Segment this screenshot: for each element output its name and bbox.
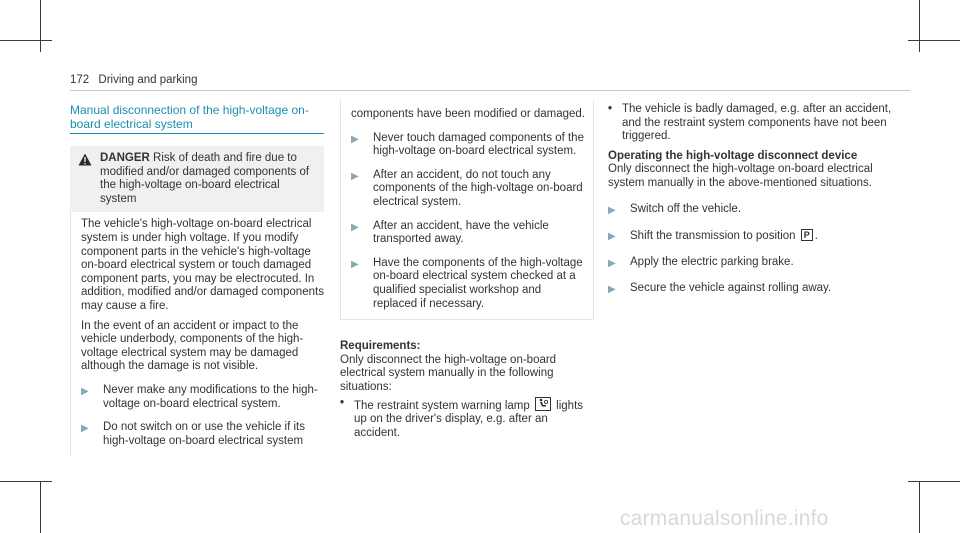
- column-3: [608, 100, 908, 297]
- crop-mark: [908, 481, 960, 482]
- crop-mark: [40, 0, 41, 52]
- subsection-title: Operating the high-voltage disconnect device: [608, 149, 858, 162]
- step-arrow-icon: ▶: [608, 257, 616, 269]
- step-arrow-icon: ▶: [351, 258, 359, 270]
- step-arrow-icon: ▶: [351, 133, 359, 145]
- requirements-title: Requirements:: [340, 340, 421, 353]
- danger-detail-continued: [340, 100, 594, 320]
- step-item: ▶ Switch off the vehicle.: [608, 202, 742, 216]
- page-number: 172: [70, 74, 90, 86]
- step-arrow-icon: ▶: [81, 423, 89, 435]
- danger-label: DANGER: [100, 152, 150, 164]
- column-2: [340, 100, 594, 440]
- crop-mark: [919, 0, 920, 52]
- paragraph: In the event of an accident or impact to the vehicle underbody, components of the high-voltage electrical system may be damaged although the damage is not visible.: [81, 319, 304, 373]
- requirements-intro: Only disconnect the high-voltage on-board electrical system manually in the following situations:: [340, 353, 557, 393]
- step-item: ▶ Never touch damaged components of the high-voltage on-board electrical system.: [351, 131, 584, 158]
- section-name: Driving and parking: [98, 74, 198, 86]
- step-item: ▶ After an accident, do not touch any components of the high-voltage on-board electrical system.: [351, 168, 583, 208]
- step-arrow-icon: ▶: [608, 231, 616, 243]
- crop-mark: [919, 481, 920, 533]
- step-arrow-icon: ▶: [608, 204, 616, 216]
- airbag-warning-lamp-icon: [535, 397, 551, 411]
- crop-mark: [0, 40, 52, 41]
- danger-text: Risk of death and fire due to modified and/or damaged components of the high-voltage on-board electrical system: [100, 152, 310, 205]
- step-item: ▶ After an accident, have the vehicle transported away.: [351, 219, 549, 246]
- step-arrow-icon: ▶: [351, 221, 359, 233]
- danger-detail-box: [70, 212, 324, 456]
- step-item: ▶ Have the components of the high-voltage on-board electrical system checked at a qualified specialist workshop and replaced if necessary.: [351, 256, 583, 310]
- section-title-rule: [70, 133, 324, 134]
- danger-notice: [70, 146, 324, 212]
- step-item: ▶ Never make any modifications to the high-voltage on-board electrical system.: [81, 383, 318, 410]
- page-header: [70, 74, 197, 86]
- step-item: ▶ Shift the transmission to position P .: [608, 230, 818, 243]
- bullet-item: • The restraint system warning lamp lights up on the driver's display, e.g. after an accident.: [340, 396, 584, 439]
- crop-mark: [0, 481, 52, 482]
- paragraph: The vehicle's high-voltage on-board electrical system is under high voltage. If you modify component parts in the vehicle's high-voltage on-board electrical system or touch damaged component parts, you may be electrocuted. In addition, modified and/or damaged components may cause a fire.: [81, 218, 324, 312]
- step-item: ▶ Secure the vehicle against rolling away.: [608, 282, 832, 296]
- step-item: ▶ Apply the electric parking brake.: [608, 255, 794, 269]
- step-arrow-icon: ▶: [608, 284, 616, 296]
- section-title: Manual disconnection of the high-voltage on- board electrical system: [70, 103, 309, 131]
- step-item: ▶ Do not switch on or use the vehicle if its high-voltage on-board electrical system: [81, 421, 305, 447]
- step-arrow-icon: ▶: [81, 385, 89, 397]
- bullet-item: • The vehicle is badly damaged, e.g. after an accident, and the restraint system components have not been triggered.: [608, 103, 892, 143]
- park-position-icon: P: [801, 229, 813, 241]
- header-divider: [70, 90, 910, 91]
- warning-triangle-icon: [78, 152, 100, 206]
- watermark: carmanualsonline.info: [620, 507, 829, 530]
- crop-mark: [908, 40, 960, 41]
- subsection-intro: Only disconnect the high-voltage on-board electrical system manually in the above-mentioned situations.: [608, 163, 873, 189]
- step-arrow-icon: ▶: [351, 170, 359, 182]
- column-1: [70, 100, 324, 456]
- paragraph: components have been modified or damaged.: [351, 108, 585, 120]
- crop-mark: [40, 481, 41, 533]
